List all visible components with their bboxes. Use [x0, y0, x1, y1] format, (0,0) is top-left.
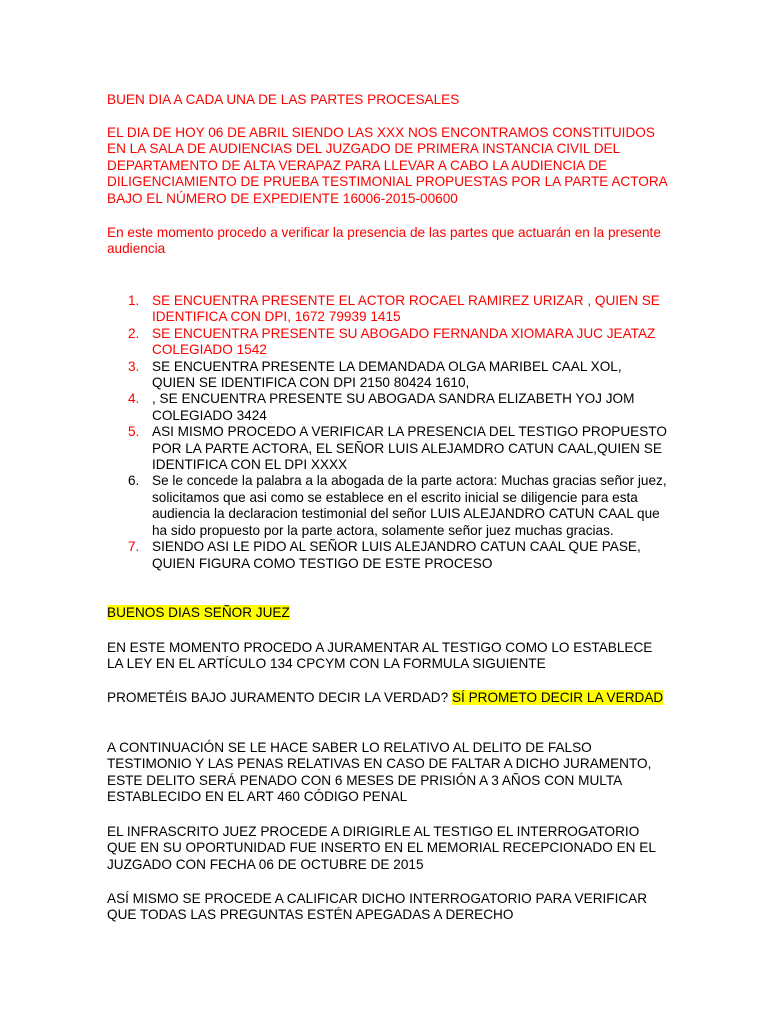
- list-item-text: SE ENCUENTRA PRESENTE LA DEMANDADA OLGA MARIBEL CAAL XOL, QUIEN SE IDENTIFICA CON DPI 2150 80424 1610,: [152, 358, 622, 391]
- list-item-number: 3.: [128, 358, 140, 374]
- greeting-line: BUEN DIA A CADA UNA DE LAS PARTES PROCESALES: [107, 92, 460, 107]
- list-item-number: 7.: [128, 539, 140, 555]
- list-item-number: 1.: [128, 293, 140, 308]
- list-item-text: SIENDO ASI LE PIDO AL SEÑOR LUIS ALEJANDRO CATUN CAAL QUE PASE, QUIEN FIGURA COMO TESTIGO DE ESTE PROCESO: [152, 539, 641, 571]
- list-item: [107, 473, 667, 539]
- judge-greeting-paragraph: [107, 605, 667, 621]
- list-item: [107, 391, 667, 424]
- list-item-text: , SE ENCUENTRA PRESENTE SU ABOGADA SANDRA ELIZABETH YOJ JOM COLEGIADO 3424: [152, 391, 635, 423]
- verify-presence-paragraph: En este momento procedo a verificar la presencia de las partes que actuarán en la presente audiencia: [107, 225, 661, 257]
- list-item: [107, 539, 667, 572]
- list-item: [107, 359, 667, 392]
- oath-paragraph: [107, 690, 667, 706]
- list-item-number: 2.: [128, 325, 140, 341]
- list-item-text: Se le concede la palabra a la abogada de la parte actora: Muchas gracias señor juez, solicitamos que asi como se establece en el escrito inicial se diligencie para esta audiencia la declaracion testimonial del señor LUIS ALEJANDRO CATUN CAAL que ha sido propuesto por la parte actora, solamente señor juez muchas gracias.: [152, 473, 667, 538]
- judge-greeting: BUENOS DIAS SEÑOR JUEZ: [107, 605, 290, 620]
- oath-question: PROMETÉIS BAJO JURAMENTO DECIR LA VERDAD?: [107, 690, 452, 705]
- perjury-notice-paragraph: A CONTINUACIÓN SE LE HACE SABER LO RELATIVO AL DELITO DE FALSO TESTIMONIO Y LAS PENAS RELATIVAS EN CASO DE FALTAR A DICHO JURAMENTO, ESTE DELITO SERÁ PENADO CON 6 MESES DE PRISIÓN A 3 AÑOS CON MULTA ESTABLECIDO EN EL ART 460 CÓDIGO PENAL: [107, 740, 652, 805]
- interrogatory-paragraph: EL INFRASCRITO JUEZ PROCEDE A DIRIGIRLE AL TESTIGO EL INTERROGATORIO QUE EN SU OPORTUNIDAD FUE INSERTO EN EL MEMORIAL RECEPCIONADO EN EL JUZGADO CON FECHA 06 DE OCTUBRE DE 2015: [107, 824, 656, 872]
- parties-list: [107, 293, 667, 572]
- list-item: [107, 424, 667, 473]
- list-item-number: 5.: [128, 424, 140, 440]
- oath-answer: SÍ PROMETO DECIR LA VERDAD: [451, 690, 664, 705]
- list-item: [107, 326, 667, 359]
- list-item-number: 4.: [128, 391, 140, 407]
- intro-paragraph: EL DIA DE HOY 06 DE ABRIL SIENDO LAS XXX NOS ENCONTRAMOS CONSTITUIDOS EN LA SALA DE AUDIENCIAS DEL JUZGADO DE PRIMERA INSTANCIA CIVIL DEL DEPARTAMENTO DE ALTA VERAPAZ PARA LLEVAR A CABO LA AUDIENCIA DE DILIGENCIAMIENTO DE PRUEBA TESTIMONIAL PROPUESTAS POR LA PARTE ACTORA BAJO EL NÚMERO DE EXPEDIENTE 16006-2015-00600: [107, 125, 668, 206]
- list-item: [107, 293, 667, 326]
- list-item-number: 6.: [128, 473, 140, 489]
- swear-in-paragraph: EN ESTE MOMENTO PROCEDO A JURAMENTAR AL TESTIGO COMO LO ESTABLECE LA LEY EN EL ARTÍCULO 134 CPCYM CON LA FORMULA SIGUIENTE: [107, 640, 653, 672]
- list-item-text: SE ENCUENTRA PRESENTE EL ACTOR ROCAEL RAMIREZ URIZAR , QUIEN SE IDENTIFICA CON DPI, 1672 79939 1415: [152, 293, 660, 325]
- qualify-paragraph: ASÍ MISMO SE PROCEDE A CALIFICAR DICHO INTERROGATORIO PARA VERIFICAR QUE TODAS LAS PREGUNTAS ESTÉN APEGADAS A DERECHO: [107, 891, 648, 923]
- list-item-text: SE ENCUENTRA PRESENTE SU ABOGADO FERNANDA XIOMARA JUC JEATAZ COLEGIADO 1542: [152, 325, 656, 358]
- list-item-text: ASI MISMO PROCEDO A VERIFICAR LA PRESENCIA DEL TESTIGO PROPUESTO POR LA PARTE ACTORA, EL SEÑOR LUIS ALEJAMDRO CATUN CAAL,QUIEN SE IDENTIFICA CON EL DPI XXXX: [152, 424, 667, 473]
